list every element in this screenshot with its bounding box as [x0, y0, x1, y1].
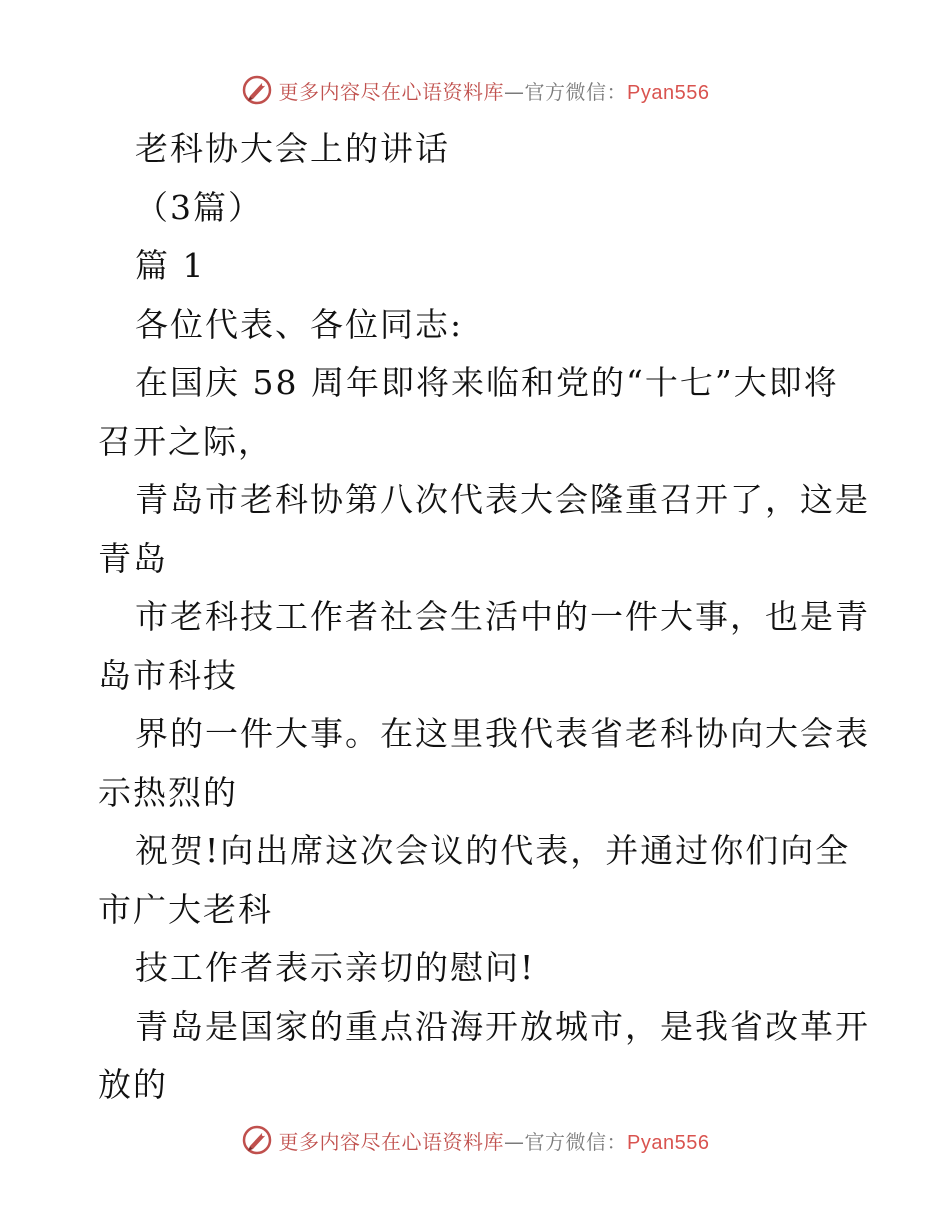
document-line: 篇 1 — [135, 246, 206, 285]
banner-text — [279, 1126, 710, 1155]
document-line: 示热烈的 — [98, 772, 238, 812]
header-banner — [0, 70, 950, 110]
document-line: 青岛是国家的重点沿海开放城市，是我省改革开 — [135, 1006, 870, 1046]
pen-logo-icon — [241, 1124, 273, 1156]
pen-logo-icon — [241, 74, 273, 106]
banner-dash: — — [504, 79, 525, 104]
banner-wechat-label: 官方微信： — [524, 79, 628, 104]
document-line: 祝贺!向出席这次会议的代表，并通过你们向全 — [135, 831, 851, 870]
banner-content — [241, 1124, 710, 1156]
document-line: 在国庆 58 周年即将来临和党的“十七”大即将 — [135, 363, 839, 402]
footer-banner — [0, 1120, 950, 1160]
banner-brand: 更多内容尽在心语资料库 — [278, 1129, 505, 1154]
banner-text — [279, 76, 710, 105]
document-line: 岛市科技 — [98, 655, 238, 695]
banner-dash: — — [504, 1129, 525, 1154]
document-line: 召开之际， — [98, 421, 273, 461]
document-line: 技工作者表示亲切的慰问! — [135, 948, 536, 987]
banner-account: Pyan556 — [627, 1131, 710, 1154]
document-body — [98, 120, 870, 1115]
document-line: 市广大老科 — [98, 889, 273, 929]
banner-account: Pyan556 — [627, 81, 710, 104]
document-line: 青岛 — [98, 538, 168, 578]
banner-content — [241, 74, 710, 106]
document-line: （3篇） — [135, 187, 263, 227]
document-line: 老科协大会上的讲话 — [135, 129, 450, 168]
document-line: 市老科技工作者社会生活中的一件大事，也是青 — [135, 597, 870, 636]
document-line: 界的一件大事。在这里我代表省老科协向大会表 — [135, 714, 870, 753]
document-line: 放的 — [98, 1065, 168, 1104]
document-line: 青岛市老科协第八次代表大会隆重召开了，这是 — [135, 480, 870, 519]
banner-wechat-label: 官方微信： — [524, 1129, 628, 1154]
document-line: 各位代表、各位同志: — [135, 304, 464, 344]
banner-brand: 更多内容尽在心语资料库 — [278, 79, 505, 104]
